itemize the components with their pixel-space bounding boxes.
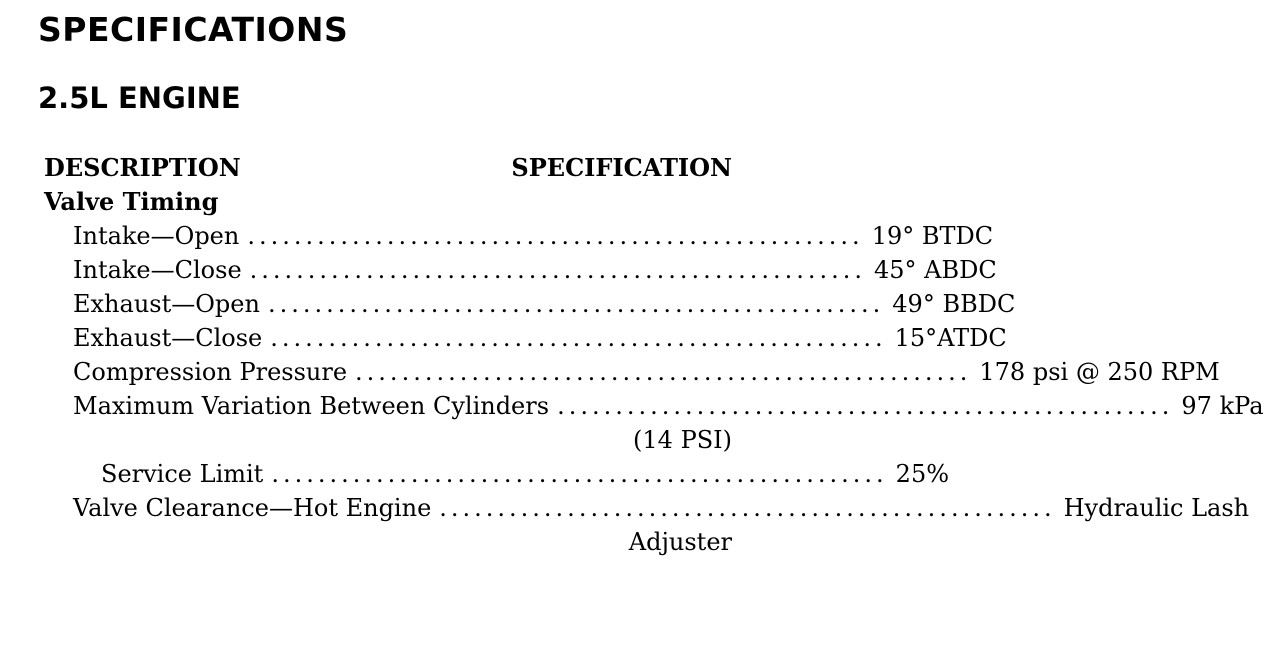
group-label-valve-timing: Valve Timing [44, 187, 219, 216]
spec-label: Compression Pressure [73, 358, 348, 386]
spec-row-exhaust-close [44, 321, 1007, 355]
dot-leader: ..................................................... [270, 324, 887, 352]
spec-value: 19° BTDC [871, 222, 994, 250]
spec-label: Service Limit [101, 460, 264, 488]
spec-value: Hydraulic Lash [1063, 494, 1250, 522]
spec-row-valve-clearance [44, 491, 1250, 525]
spec-value-continuation: (14 PSI) [633, 426, 732, 454]
dot-leader: ..................................................... [249, 256, 866, 284]
spec-value: 15°ATDC [894, 324, 1007, 352]
spec-label: Exhaust—Close [73, 324, 263, 352]
table-header [44, 151, 732, 185]
spec-value: 49° BBDC [892, 290, 1016, 318]
spec-value: 97 kPa [1181, 392, 1264, 420]
spec-row-intake-open [44, 219, 994, 253]
spec-value: 25% [895, 460, 950, 488]
spec-row-intake-close [44, 253, 997, 287]
dot-leader: ..................................................... [247, 222, 864, 250]
dot-leader: ..................................................... [271, 460, 888, 488]
spec-row-max-variation [44, 389, 1264, 423]
dot-leader: ..................................................... [439, 494, 1056, 522]
spec-label: Maximum Variation Between Cylinders [73, 392, 550, 420]
spec-row-compression-pressure [44, 355, 1220, 389]
spec-value: 178 psi @ 250 RPM [979, 358, 1220, 386]
spec-table [44, 151, 1264, 559]
spec-label: Intake—Open [73, 222, 240, 250]
specification-header: SPECIFICATION [511, 153, 732, 182]
page-title: SPECIFICATIONS [38, 10, 349, 49]
spec-label: Valve Clearance—Hot Engine [73, 494, 432, 522]
spec-row-exhaust-open [44, 287, 1016, 321]
dot-leader: ..................................................... [355, 358, 972, 386]
spec-label: Exhaust—Open [73, 290, 260, 318]
spec-row-service-limit [44, 457, 950, 491]
spec-value-continuation: Adjuster [628, 528, 732, 556]
description-header: DESCRIPTION [44, 153, 241, 182]
spec-label: Intake—Close [73, 256, 242, 284]
section-title: 2.5L ENGINE [38, 81, 241, 115]
spec-value: 45° ABDC [874, 256, 997, 284]
dot-leader: ..................................................... [267, 290, 885, 318]
dot-leader: ..................................................... [557, 392, 1174, 420]
